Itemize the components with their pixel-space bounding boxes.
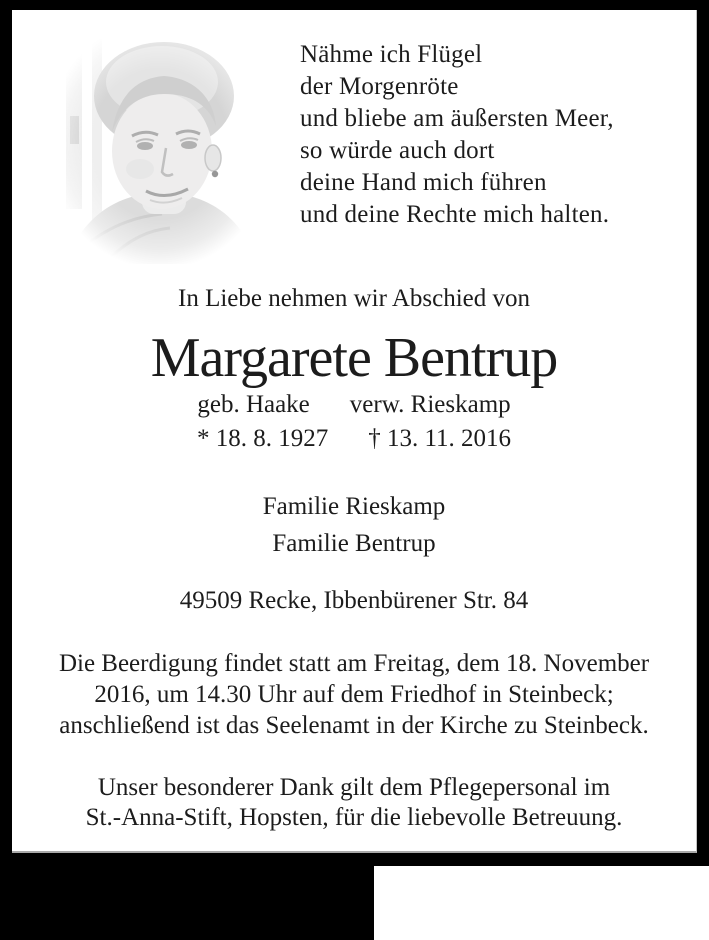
poem-verse	[300, 39, 614, 231]
poem-line: der Morgenröte	[300, 73, 459, 100]
mourning-family: Familie Bentrup	[272, 530, 436, 557]
portrait-photo-illustration	[50, 24, 270, 264]
poem-line: Nähme ich Flügel	[300, 41, 483, 68]
funeral-information	[12, 648, 696, 741]
funeral-info-line: anschließend ist das Seelenamt in der Kirche zu Steinbeck.	[59, 712, 649, 739]
poem-line: und bliebe am äußersten Meer,	[300, 105, 614, 132]
birth-date: * 18. 8. 1927	[196, 425, 329, 452]
mourning-family: Familie Rieskamp	[262, 493, 446, 520]
thanks-line: St.-Anna-Stift, Hopsten, für die liebevolle Betreuung.	[85, 804, 623, 831]
thanks-line: Unser besonderer Dank gilt dem Pflegepersonal im	[97, 774, 611, 801]
widowed-name: verw. Rieskamp	[349, 391, 511, 418]
death-date: † 13. 11. 2016	[368, 425, 512, 452]
funeral-info-line: Die Beerdigung findet statt am Freitag, dem 18. November	[58, 650, 650, 677]
thanks-note	[12, 773, 696, 833]
life-dates	[12, 424, 696, 454]
poem-line: deine Hand mich führen	[300, 169, 547, 196]
funeral-info-line: 2016, um 14.30 Uhr auf dem Friedhof in Steinbeck;	[94, 681, 614, 708]
adjacent-notice-fragment	[374, 866, 709, 940]
maiden-and-widowed-names	[12, 390, 696, 420]
poem-line: und deine Rechte mich halten.	[300, 201, 610, 228]
death-notice-card	[12, 10, 697, 853]
poem-line: so würde auch dort	[300, 137, 495, 164]
birth-name: geb. Haake	[197, 391, 310, 418]
address-line: 49509 Recke, Ibbenbürener Str. 84	[179, 587, 529, 614]
portrait-photo	[50, 24, 270, 264]
mourning-families	[12, 488, 696, 562]
farewell-intro: In Liebe nehmen wir Abschied von	[178, 285, 530, 312]
deceased-name: Margarete Bentrup	[150, 327, 558, 389]
